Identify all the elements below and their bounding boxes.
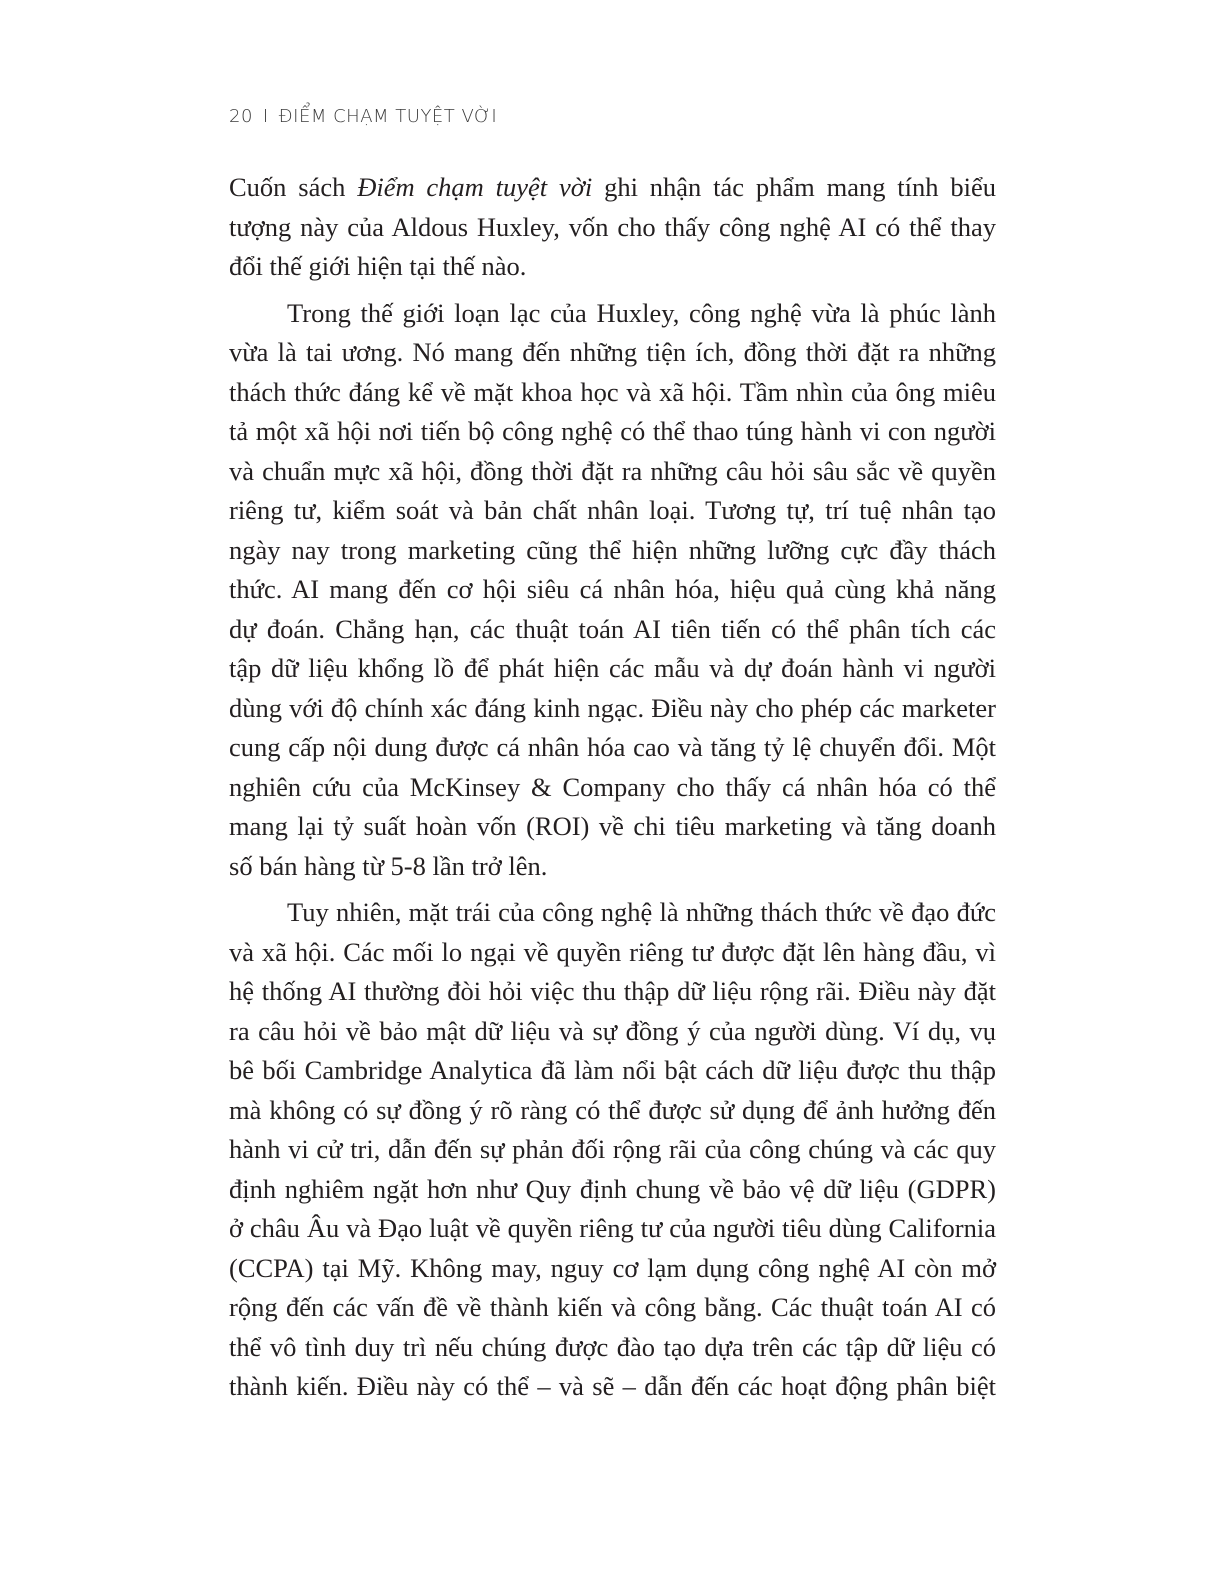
page-number: 20 — [229, 106, 253, 127]
text-line: Tuy nhiên, mặt trái của công nghệ là những thách thức về đạo đức — [287, 897, 996, 927]
text-line: mà không có sự đồng ý rõ ràng có thể được sử dụng để ảnh hưởng đến — [229, 1094, 996, 1125]
text-line: dự đoán. Chẳng hạn, các thuật toán AI tiên tiến có thể phân tích các — [229, 613, 996, 644]
paragraph — [229, 168, 996, 287]
text-line: hành vi cử tri, dẫn đến sự phản đối rộng rãi của công chúng và các quy — [229, 1134, 996, 1164]
text-line: thành kiến. Điều này có thể – và sẽ – dẫn đến các hoạt động phân biệt — [229, 1371, 996, 1401]
text-line: tập dữ liệu khổng lồ để phát hiện các mẫu và dự đoán hành vi người — [229, 653, 996, 683]
text-line: tả một xã hội nơi tiến bộ công nghệ có thể thao túng hành vi con người — [229, 416, 996, 446]
text-segment: Cuốn sách — [229, 172, 358, 202]
text-line: ở châu Âu và Đạo luật về quyền riêng tư của người tiêu dùng California — [229, 1213, 996, 1243]
text-line: thức. AI mang đến cơ hội siêu cá nhân hóa, hiệu quả cùng khả năng — [229, 574, 996, 604]
text-line: (CCPA) tại Mỹ. Không may, nguy cơ lạm dụng công nghệ AI còn mở — [229, 1252, 996, 1283]
text-line: dùng với độ chính xác đáng kinh ngạc. Điều này cho phép các marketer — [229, 692, 996, 723]
text-line: bê bối Cambridge Analytica đã làm nổi bật cách dữ liệu được thu thập — [229, 1055, 996, 1085]
running-title: ĐIỂM CHẠM TUYỆT VỜI — [278, 106, 498, 127]
text-line: rộng đến các vấn đề về thành kiến và công bằng. Các thuật toán AI có — [229, 1292, 996, 1322]
text-line: hệ thống AI thường đòi hỏi việc thu thập dữ liệu rộng rãi. Điều này đặt — [229, 976, 996, 1006]
text-line: nghiên cứu của McKinsey & Company cho thấy cá nhân hóa có thể — [229, 771, 996, 802]
text-line: thể vô tình duy trì nếu chúng được đào tạo dựa trên các tập dữ liệu có — [229, 1331, 996, 1362]
text-line: định nghiêm ngặt hơn như Quy định chung về bảo vệ dữ liệu (GDPR) — [229, 1173, 996, 1204]
paragraph — [229, 893, 996, 1407]
text-line: mang lại tỷ suất hoàn vốn (ROI) về chi tiêu marketing và tăng doanh — [229, 811, 996, 841]
text-line: riêng tư, kiểm soát và bản chất nhân loại. Tương tự, trí tuệ nhân tạo — [229, 495, 996, 525]
text-line: thách thức đáng kể về mặt khoa học và xã hội. Tầm nhìn của ông miêu — [229, 376, 996, 407]
header-separator: I — [262, 106, 269, 127]
text-line: đổi thế giới hiện tại thế nào. — [229, 251, 527, 281]
running-header — [229, 106, 497, 127]
text-line: ra câu hỏi về bảo mật dữ liệu và sự đồng ý của người dùng. Ví dụ, vụ — [229, 1015, 996, 1046]
page-body — [229, 168, 996, 1414]
text-line: Trong thế giới loạn lạc của Huxley, công nghệ vừa là phúc lành — [287, 297, 996, 328]
text-line: vừa là tai ương. Nó mang đến những tiện ích, đồng thời đặt ra những — [229, 337, 996, 367]
book-title: Điểm chạm tuyệt vời — [357, 172, 593, 202]
text-line: và xã hội. Các mối lo ngại về quyền riêng tư được đặt lên hàng đầu, vì — [229, 936, 996, 967]
text-line: tượng này của Aldous Huxley, vốn cho thấy công nghệ AI có thể thay — [229, 211, 996, 242]
text-line: số bán hàng từ 5-8 lần trở lên. — [229, 850, 548, 881]
text-line: cung cấp nội dung được cá nhân hóa cao và tăng tỷ lệ chuyển đổi. Một — [229, 732, 996, 762]
text-line — [229, 168, 996, 208]
paragraph — [229, 294, 996, 887]
text-segment: ghi nhận tác phẩm mang tính biểu — [592, 172, 996, 202]
text-line: và chuẩn mực xã hội, đồng thời đặt ra những câu hỏi sâu sắc về quyền — [229, 455, 996, 486]
text-line: ngày nay trong marketing cũng thể hiện những lưỡng cực đầy thách — [229, 534, 996, 565]
